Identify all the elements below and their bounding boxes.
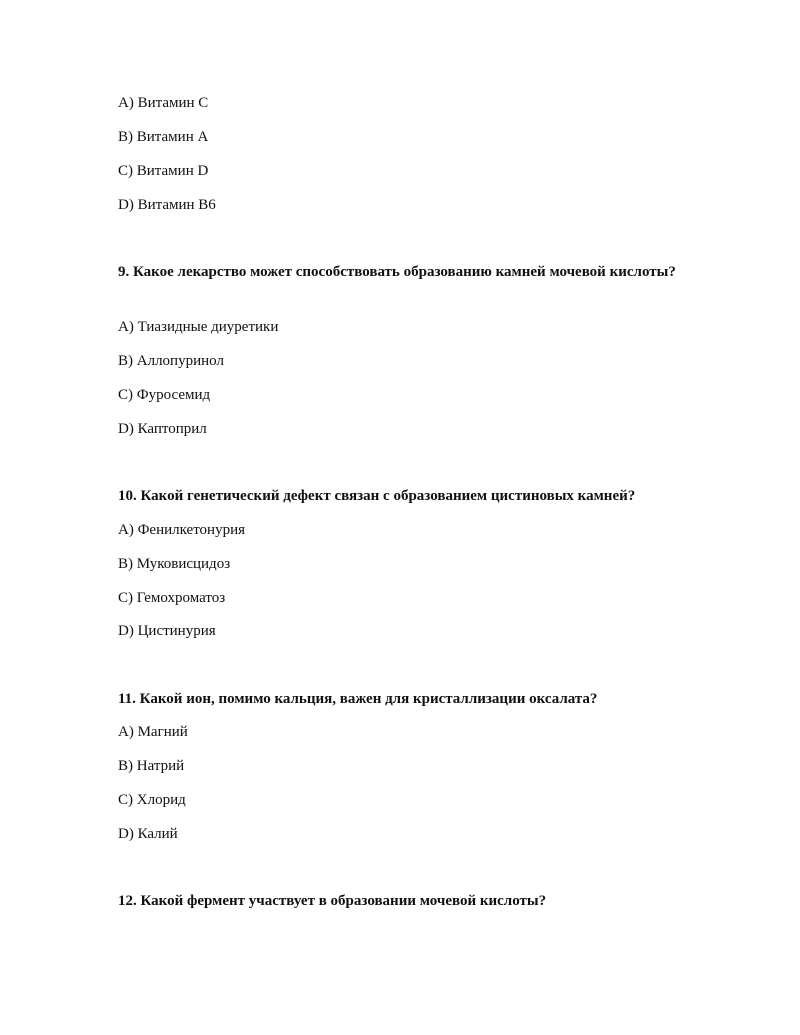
answer-option: A) Магний xyxy=(118,724,188,740)
question-text: 11. Какой ион, помимо кальция, важен для кристаллизации оксалата? xyxy=(118,691,598,707)
answer-option: B) Муковисцидоз xyxy=(118,556,231,572)
answer-option: C) Фуросемид xyxy=(118,387,211,403)
answer-option: A) Тиазидные диуретики xyxy=(118,319,279,335)
question-text: 12. Какой фермент участвует в образовании мочевой кислоты? xyxy=(118,893,547,909)
answer-option: A) Витамин C xyxy=(118,95,209,111)
answer-option: B) Витамин A xyxy=(118,129,209,145)
question-text: 10. Какой генетический дефект связан с образованием цистиновых камней? xyxy=(118,488,636,504)
answer-option: D) Каптоприл xyxy=(118,421,207,437)
answer-option: D) Цистинурия xyxy=(118,623,216,639)
answer-option: A) Фенилкетонурия xyxy=(118,522,246,538)
answer-option: B) Аллопуринол xyxy=(118,353,224,369)
answer-option: C) Гемохроматоз xyxy=(118,590,226,606)
answer-option: D) Витамин B6 xyxy=(118,197,216,213)
question-text: 9. Какое лекарство может способствовать образованию камней мочевой кислоты? xyxy=(118,264,676,280)
answer-option: B) Натрий xyxy=(118,758,185,774)
answer-option: C) Хлорид xyxy=(118,792,186,808)
answer-option: C) Витамин D xyxy=(118,163,209,179)
answer-option: D) Калий xyxy=(118,826,178,842)
